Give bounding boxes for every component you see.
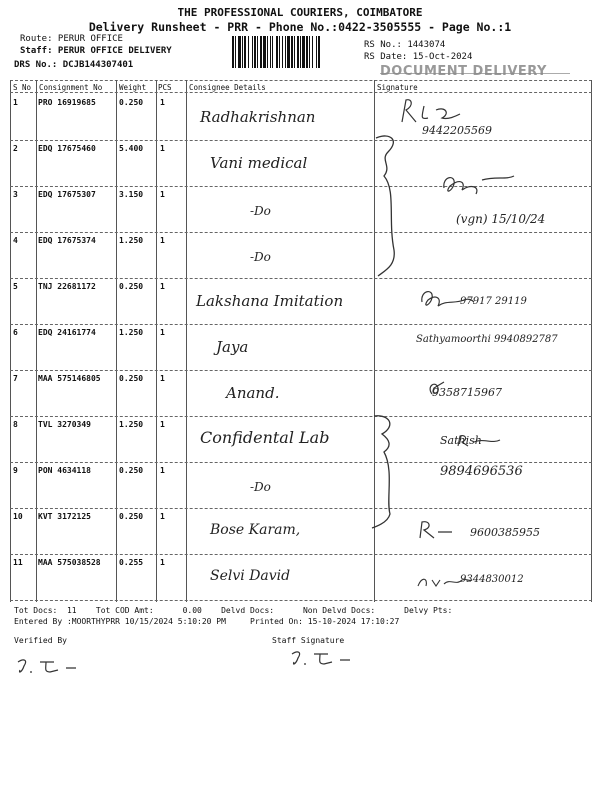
row-consignee: Vani medical xyxy=(210,154,308,172)
row-pcs: 1 xyxy=(160,420,165,429)
row-signature: 97917 29119 xyxy=(460,296,527,307)
row-sno: 6 xyxy=(13,328,18,337)
scribble-signature-7 xyxy=(424,378,454,398)
barcode-bar xyxy=(232,36,234,68)
row-weight: 5.400 xyxy=(119,144,144,153)
row-pcs: 1 xyxy=(160,512,165,521)
row-consignment-no: PRO 16919685 xyxy=(38,98,96,107)
table-top-border xyxy=(10,80,592,81)
row-pcs: 1 xyxy=(160,282,165,291)
stamp-strike xyxy=(380,73,570,74)
barcode-bar xyxy=(285,36,286,68)
row-weight: 1.250 xyxy=(119,420,144,429)
row-consignment-no: EDQ 17675374 xyxy=(38,236,96,245)
row-sno: 3 xyxy=(13,190,18,199)
col-border xyxy=(36,80,37,602)
barcode-bar xyxy=(279,36,280,68)
barcode-bar xyxy=(263,36,266,68)
row-divider xyxy=(10,278,592,279)
row-sno: 10 xyxy=(13,512,23,521)
row-sno: 11 xyxy=(13,558,23,567)
totals-line: Tot Docs: 11 Tot COD Amt: 0.00 Delvd Docs: Non Delvd Docs: Delvy Pts: xyxy=(14,606,453,615)
row-consignee: Lakshana Imitation xyxy=(196,292,344,310)
row-weight: 3.150 xyxy=(119,190,144,199)
row-sno: 1 xyxy=(13,98,18,107)
barcode-bar xyxy=(312,36,313,68)
row-pcs: 1 xyxy=(160,558,165,567)
row-pcs: 1 xyxy=(160,236,165,245)
barcode-bar xyxy=(318,36,320,68)
row-sno: 8 xyxy=(13,420,18,429)
barcode-bar xyxy=(309,36,310,68)
row-pcs: 1 xyxy=(160,374,165,383)
barcode-bar xyxy=(297,36,299,68)
row-divider xyxy=(10,324,592,325)
row-divider xyxy=(10,370,592,371)
runsheet-table xyxy=(10,80,592,602)
barcode-bar xyxy=(316,36,317,68)
row-consignee: Radhakrishnan xyxy=(200,108,316,126)
header-consignee: Consignee Details xyxy=(189,83,266,92)
barcode-bar xyxy=(254,36,256,68)
barcode-bar xyxy=(244,36,246,68)
row-consignment-no: EDQ 17675307 xyxy=(38,190,96,199)
row-divider xyxy=(10,140,592,141)
barcode-bar xyxy=(282,36,283,68)
row-signature: 9600385955 xyxy=(470,526,540,539)
row-consignee: Anand. xyxy=(226,384,280,402)
row-consignment-no: TVL 3270349 xyxy=(38,420,91,429)
row-consignee: Jaya xyxy=(216,338,249,356)
row-sno: 4 xyxy=(13,236,18,245)
row-weight: 1.250 xyxy=(119,236,144,245)
row-signature: Sathish xyxy=(440,434,482,447)
col-border xyxy=(186,80,187,602)
barcode-bar xyxy=(272,36,273,68)
barcode-bar xyxy=(242,36,243,68)
header-weight: Weight xyxy=(119,83,147,92)
row-sno: 2 xyxy=(13,144,18,153)
scribble-signature-5 xyxy=(416,284,476,314)
rs-date: RS Date: 15-Oct-2024 xyxy=(364,52,473,62)
row-consignment-no: MAA 575146805 xyxy=(38,374,101,383)
scribble-signature-10 xyxy=(416,518,456,542)
row-weight: 0.250 xyxy=(119,282,144,291)
row-consignee: Confidental Lab xyxy=(200,428,330,447)
barcode-bar xyxy=(238,36,241,68)
runsheet-title: Delivery Runsheet - PRR - Phone No.:0422-3505555 - Page No.:1 xyxy=(88,20,512,34)
row-consignee: Selvi David xyxy=(210,568,291,584)
row-weight: 0.250 xyxy=(119,512,144,521)
col-border xyxy=(116,80,117,602)
header-pcs: PCS xyxy=(158,83,172,92)
row-signature: 9358715967 xyxy=(432,386,502,399)
row-signature: (vgn) 15/10/24 xyxy=(456,212,546,226)
row-pcs: 1 xyxy=(160,98,165,107)
verified-by-label: Verified By xyxy=(14,636,67,645)
row-divider xyxy=(10,600,592,601)
barcode-bar xyxy=(252,36,253,68)
row-consignee: -Do xyxy=(250,250,271,264)
verified-signature-mark xyxy=(14,654,84,680)
barcode-bar xyxy=(291,36,293,68)
row-weight: 0.250 xyxy=(119,98,144,107)
barcode-bar xyxy=(287,36,290,68)
barcode-bar xyxy=(267,36,268,68)
col-border xyxy=(156,80,157,602)
barcode-bar xyxy=(306,36,308,68)
row-divider xyxy=(10,232,592,233)
row-consignee: -Do xyxy=(250,480,271,494)
row-signature: 9344830012 xyxy=(460,574,524,585)
staff-signature-mark xyxy=(288,646,358,672)
row-sno: 9 xyxy=(13,466,18,475)
row-pcs: 1 xyxy=(160,328,165,337)
route-label: Route: PERUR OFFICE xyxy=(20,34,123,44)
row-consignment-no: MAA 575038528 xyxy=(38,558,101,567)
barcode-bar xyxy=(270,36,271,68)
drs-number: DRS No.: DCJB144307401 xyxy=(14,60,134,70)
document-delivery-stamp: DOCUMENT DELIVERY xyxy=(380,64,547,79)
staff-label: Staff: PERUR OFFICE DELIVERY xyxy=(20,46,172,56)
company-title: THE PROFESSIONAL COURIERS, COIMBATORE xyxy=(177,6,423,19)
row-consignee: Bose Karam, xyxy=(210,522,301,538)
row-divider xyxy=(10,554,592,555)
header-signature: Signature xyxy=(377,83,418,92)
col-border xyxy=(10,80,11,602)
row-consignment-no: PON 4634118 xyxy=(38,466,91,475)
header-consignment: Consignment No xyxy=(39,83,103,92)
row-consignment-no: EDQ 24161774 xyxy=(38,328,96,337)
barcode-bar xyxy=(257,36,258,68)
row-consignee: -Do xyxy=(250,204,271,218)
row-divider xyxy=(10,416,592,417)
row-signature: 9442205569 xyxy=(422,124,492,137)
row-weight: 1.250 xyxy=(119,328,144,337)
row-weight: 0.250 xyxy=(119,374,144,383)
row-consignment-no: TNJ 22681172 xyxy=(38,282,96,291)
row-pcs: 1 xyxy=(160,466,165,475)
row-weight: 0.255 xyxy=(119,558,144,567)
barcode-bar xyxy=(260,36,262,68)
row-weight: 0.250 xyxy=(119,466,144,475)
scribble-signature-1 xyxy=(398,96,468,126)
scribble-signature-11 xyxy=(414,572,474,592)
barcode-bar xyxy=(302,36,305,68)
row-sno: 5 xyxy=(13,282,18,291)
barcode-bar xyxy=(276,36,278,68)
staff-signature-label: Staff Signature xyxy=(272,636,345,645)
barcode-bar xyxy=(235,36,236,68)
row-pcs: 1 xyxy=(160,190,165,199)
brace-mark-1 xyxy=(370,130,410,280)
scribble-signature-3 xyxy=(440,170,520,200)
col-border xyxy=(591,80,592,602)
header-divider xyxy=(10,92,592,93)
rs-number: RS No.: 1443074 xyxy=(364,40,446,50)
barcode-bar xyxy=(248,36,249,68)
row-consignment-no: KVT 3172125 xyxy=(38,512,91,521)
barcode-bar xyxy=(300,36,301,68)
row-pcs: 1 xyxy=(160,144,165,153)
row-divider xyxy=(10,508,592,509)
row-sno: 7 xyxy=(13,374,18,383)
row-divider xyxy=(10,462,592,463)
brace-mark-2 xyxy=(366,410,406,530)
scribble-signature-8 xyxy=(454,432,504,450)
row-consignment-no: EDQ 17675460 xyxy=(38,144,96,153)
row-signature: 9894696536 xyxy=(440,464,523,479)
barcode-bar xyxy=(294,36,295,68)
entered-by-line: Entered By :MOORTHYPRR 10/15/2024 5:10:20 PM Printed On: 15-10-2024 17:10:27 xyxy=(14,617,400,626)
row-signature: Sathyamoorthi 9940892787 xyxy=(416,334,558,345)
barcode-icon xyxy=(232,36,360,68)
header-sno: S No xyxy=(13,83,32,92)
